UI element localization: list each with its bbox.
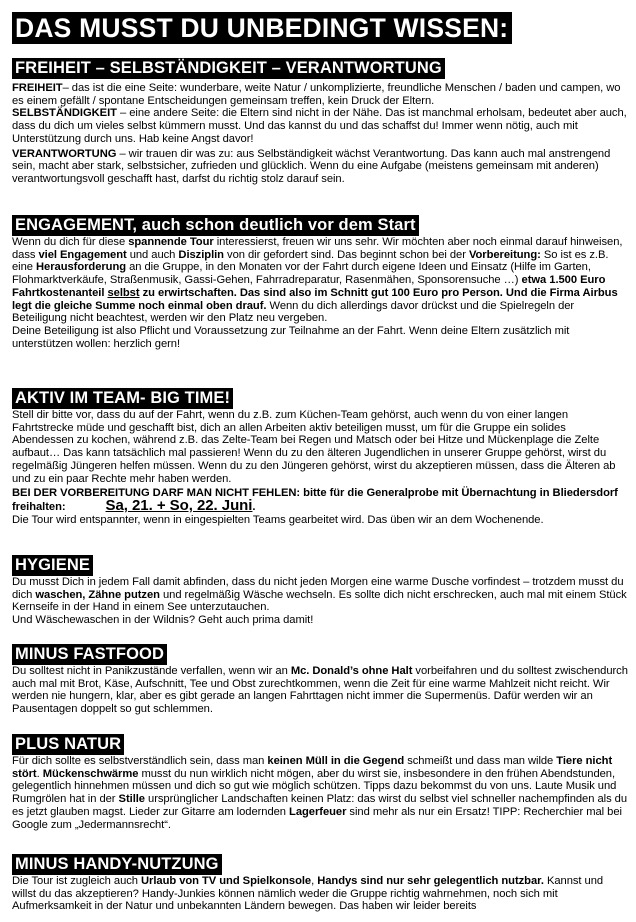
paragraph-vorbereitung: BEI DER VORBEREITUNG DARF MAN NICHT FEHLEN: bitte für die Generalprobe mit Übernachtung in Bliedersdorf freihalten: Sa, 21. + So, 22. Juni. bbox=[12, 487, 618, 514]
section-heading: MINUS HANDY-NUTZUNG bbox=[12, 854, 222, 875]
paragraph-fastfood: Du solltest nicht in Panikzustände verfallen, wenn wir an Mc. Donald’s ohne Halt vorbeifahren und du solltest zwischendurch auch mal mit Brot, Käse, Aufschnitt, Tee und Obst zurechtkommen, wenn die Zeit für eine warme Mahlzeit nicht reicht. Wir werden nie hungern, klar, aber es gibt gerade an langen Fahrttagen nicht immer die Supermenüs. Dafür werden wir an Pausentagen doppelt so gut schlemmen. bbox=[12, 665, 628, 716]
paragraph-tour-teams: Die Tour wird entspannter, wenn in eingespielten Teams gearbeitet wird. Das üben wir an dem Wochenende. bbox=[12, 513, 544, 526]
title-block bbox=[12, 12, 628, 44]
section-heading: MINUS FASTFOOD bbox=[12, 644, 167, 665]
paragraph-natur: Für dich sollte es selbstverständlich sein, dass man keinen Müll in die Gegend schmeißt und dass man wilde Tiere nicht stört. Mückenschwärme musst du nun wirklich nicht mögen, aber du wirst sie, insbesondere in den frühen Abendstunden, gelegentlich hinnehmen müssen und dich so gut wie möglich schützen. Tipps dazu bekommst du von uns. Laute Musik und Rumgrölen hat in der Stille ursprünglicher Landschaften keinen Platz: das wirst du selbst viel schneller nachempfinden als du es jetzt glauben magst. Lieder zur Gitarre am lodernden Lagerfeuer sind mehr als nur ein Ersatz! TIPP: Recherchier mal bei Google zum „Jedermannsrecht“. bbox=[12, 755, 628, 831]
section-heading: AKTIV IM TEAM- BIG TIME! bbox=[12, 388, 233, 409]
section-engagement bbox=[12, 215, 628, 350]
section-heading: HYGIENE bbox=[12, 555, 93, 576]
section-team bbox=[12, 388, 628, 526]
page-title: DAS MUSST DU UNBEDINGT WISSEN: bbox=[12, 12, 512, 44]
paragraph-waeschewaschen: Und Wäschewaschen in der Wildnis? Geht auch prima damit! bbox=[12, 614, 314, 627]
paragraph-freiheit: FREIHEIT– das ist die eine Seite: wunderbare, weite Natur / unkomplizierte, freundliche Menschen / baden und campen, wo es einem gefällt / spontane Entscheidungen gemeinsam treffen, kein Druck der Eltern. bbox=[12, 82, 621, 107]
paragraph-engagement: Wenn du dich für diese spannende Tour interessierst, freuen wir uns sehr. Wir möchten aber noch einmal darauf hinweisen, dass viel Engagement und auch Disziplin von dir gefordert sind. Das beginnt schon bei der Vorbereitung: So ist es z.B. eine Herausforderung an die Gruppe, in den Monaten vor der Fahrt durch eigene Ideen und Einsatz (Hilfe im Garten, Flohmarktverkäufe, Straßenmusik, Gassi-Gehen, Fahrradreparatur, Rasenmähen, Sponsorensuche …) etwa 1.500 Euro Fahrtkostenanteil selbst zu erwirtschaften. Das sind also im Schnitt gut 100 Euro pro Person. Und die Firma Airbus legt die gleiche Summe noch einmal oben drauf. Wenn du dich allerdings davor drückst und die Spielregeln der Beteiligung nicht beachtest, werden wir den Platz neu vergeben. bbox=[12, 236, 623, 325]
section-heading: ENGAGEMENT, auch schon deutlich vor dem Start bbox=[12, 215, 419, 236]
section-freiheit bbox=[12, 58, 628, 186]
section-natur bbox=[12, 734, 628, 831]
paragraph-selbstaendigkeit: SELBSTÄNDIGKEIT – eine andere Seite: die Eltern sind nicht in der Nähe. Das ist manchmal erholsam, bedeutet aber auch, dass du dich um vieles selbst kümmern musst. Und das kannst du und das schaffst du! Immer wenn nötig, auch mit Unterstützung durch uns. Hab keine Angst davor! bbox=[12, 107, 627, 145]
generalprobe-date: Sa, 21. + So, 22. Juni bbox=[105, 496, 253, 514]
section-heading: PLUS NATUR bbox=[12, 734, 124, 755]
section-hygiene bbox=[12, 555, 628, 627]
paragraph-beteiligung: Deine Beteiligung ist also Pflicht und Voraussetzung zur Teilnahme an der Fahrt. Wenn deine Eltern zusätzlich mit unterstützen wollen: herzlich gern! bbox=[12, 324, 570, 350]
paragraph-team: Stell dir bitte vor, dass du auf der Fahrt, wenn du z.B. zum Küchen-Team gehörst, auch wenn du von einer langen Fahrtstrecke müde und geschafft bist, dich an allen Arbeiten aktiv beteiligen musst, um für die Gruppe ein solides Abendessen zu kochen, während z.B. das Zelte-Team bei Regen und Matsch oder bei Hitze und Mückenplage die Zelte aufbaut… Das kann tatsächlich mal passieren! Wenn du zu den älteren Jugendlichen in unserer Gruppe gehörst, wirst du regelmäßig Jüngeren helfen müssen. Wenn du zu den Jüngeren gehörst, wirst du akzeptieren müssen, dass die Älteren ab und zu ein paar Rechte mehr haben werden. bbox=[12, 409, 616, 485]
paragraph-verantwortung: VERANTWORTUNG – wir trauen dir was zu: aus Selbständigkeit wächst Verantwortung. Das kann auch mal anstrengend sein, macht aber stark, selbstsicher, zufrieden und glücklich. Wenn du eine Aufgabe (meistens gemeinsam mit anderen) verantwortungsvoll geschafft hast, darfst du richtig stolz darauf sein. bbox=[12, 147, 611, 185]
section-heading: FREIHEIT – SELBSTÄNDIGKEIT – VERANTWORTUNG bbox=[12, 58, 445, 79]
section-fastfood bbox=[12, 644, 628, 716]
paragraph-handy: Die Tour ist zugleich auch Urlaub von TV und Spielkonsole, Handys sind nur sehr gelegentlich nutzbar. Kannst und willst du das akzeptieren? Handy-Junkies können nämlich weder die Gruppe richtig wahrnehmen, noch sich mit Aufmerksamkeit in der Natur und unbekannten Ländern bewegen. Das haben wir leider bereits bbox=[12, 875, 604, 913]
section-handy bbox=[12, 854, 628, 913]
paragraph-hygiene: Du musst Dich in jedem Fall damit abfinden, dass du nicht jeden Morgen eine warme Dusche vorfindest – trotzdem musst du dich waschen, Zähne putzen und regelmäßig Wäsche wechseln. Es sollte dich nicht erschrecken, auch mal mit einem Stück Kernseife in der Hand in einem See unterzutauchen. bbox=[12, 576, 627, 614]
